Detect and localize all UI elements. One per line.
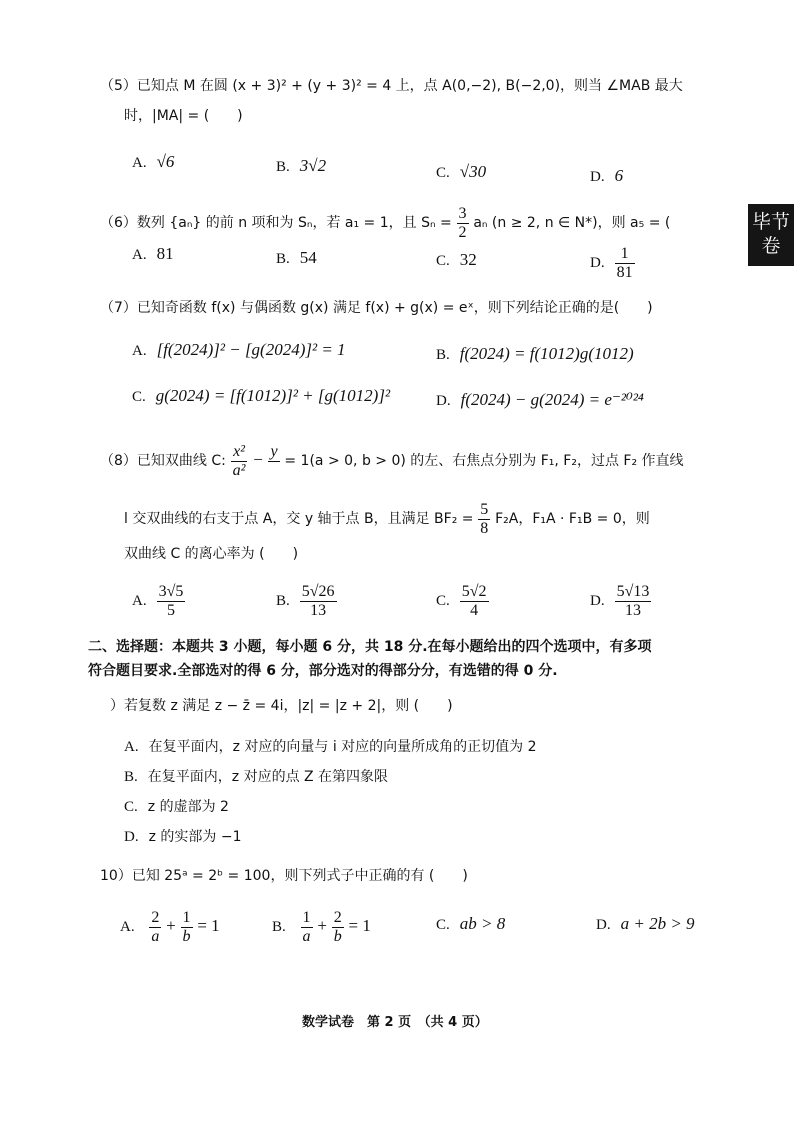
side-tab-line2: 卷 <box>761 235 781 257</box>
q5-option-a: A. √6 <box>132 152 175 171</box>
q10-stem: 10）已知 25ᵃ = 2ᵇ = 100，则下列式子中正确的有 ( ) <box>100 868 468 884</box>
q9-option-c: C. z 的虚部为 2 <box>124 799 229 815</box>
q7-stem: （7）已知奇函数 f(x) 与偶函数 g(x) 满足 f(x) + g(x) = eˣ，则下列结论正确的是( ) <box>100 300 653 316</box>
q6-option-c: C. 32 <box>436 250 477 269</box>
q7-option-c: C. g(2024) = [f(1012)]² + [g(1012)]² <box>132 386 391 405</box>
q8-option-b: B. $\frac{5√26}{13}$ <box>276 582 335 619</box>
q10-option-b: B. $\frac{1}{a}$ + $\frac{2}{b}$ = 1 <box>272 908 371 945</box>
q8-stem-line3: 双曲线 C 的离心率为 ( ) <box>124 546 299 562</box>
q9-stem: ）若复数 z 满足 z − z̄ = 4i，|z| = |z + 2|，则 ( ) <box>110 698 453 714</box>
q5-option-c: C. √30 <box>436 162 487 181</box>
q9-option-a: A. 在复平面内，z 对应的向量与 i 对应的向量所成角的正切值为 2 <box>124 739 537 755</box>
q9-option-b: B. 在复平面内，z 对应的点 Z 在第四象限 <box>124 769 389 785</box>
side-tab-line1: 毕节 <box>751 211 790 233</box>
q6-option-a: A. 81 <box>132 244 174 263</box>
q6-stem: （6）数列 {aₙ} 的前 n 项和为 Sₙ，若 a₁ = 1，且 Sₙ = $\frac{3}{2}$ aₙ (n ≥ 2, n ∈ N*)，则 a₅ = ( <box>100 204 671 241</box>
side-region-tab <box>748 204 794 266</box>
q9-option-d: D. z 的实部为 −1 <box>124 829 242 845</box>
q8-option-d: D. $\frac{5√13}{13}$ <box>590 582 650 619</box>
q7-option-a: A. [f(2024)]² − [g(2024)]² = 1 <box>132 340 346 359</box>
q5-option-d: D. 6 <box>590 166 624 185</box>
q8-stem-line1: （8）已知双曲线 C: $\frac{\text{x²}}{\text{a²}}$ − y = 1(a > 0, b > 0) 的左、右焦点分别为 F₁, F₂，过点 F₂ 作直线 <box>100 442 684 479</box>
q8-option-c: C. $\frac{5√2}{4}$ <box>436 582 487 619</box>
section2-heading-line2: 符合题目要求.全部选对的得 6 分，部分选对的得部分分，有选错的得 0 分. <box>88 663 558 679</box>
q6-option-d: D. $\frac{1}{81}$ <box>590 244 633 281</box>
page-footer: 数学试卷 第 2 页 （共 4 页） <box>302 1015 488 1030</box>
q5-option-b: B. 3√2 <box>276 156 327 175</box>
q10-option-c: C. ab > 8 <box>436 914 506 933</box>
section2-heading-line1: 二、选择题：本题共 3 小题，每小题 6 分，共 18 分.在每小题给出的四个选项中，有多项 <box>88 639 652 655</box>
q8-option-a: A. $\frac{3√5}{5}$ <box>132 582 184 619</box>
q6-option-b: B. 54 <box>276 248 317 267</box>
q7-option-d: D. f(2024) − g(2024) = e⁻²⁰²⁴ <box>436 390 644 409</box>
q8-stem-line2: l 交双曲线的右支于点 A，交 y 轴于点 B，且满足 BF₂ = $\frac{5}{8}$ F₂A，F₁A · F₁B = 0，则 <box>124 500 650 537</box>
q5-stem-line2: 时，|MA| = ( ) <box>124 108 243 124</box>
q6-fraction: $\frac{3}{2}$ <box>458 204 467 241</box>
q7-option-b: B. f(2024) = f(1012)g(1012) <box>436 344 634 363</box>
q5-stem-line1: （5）已知点 M 在圆 (x + 3)² + (y + 3)² = 4 上，点 A(0,−2), B(−2,0)，则当 ∠MAB 最大 <box>100 78 683 94</box>
q10-option-d: D. a + 2b > 9 <box>596 914 695 933</box>
q10-option-a: A. $\frac{2}{a}$ + $\frac{1}{b}$ = 1 <box>120 908 220 945</box>
